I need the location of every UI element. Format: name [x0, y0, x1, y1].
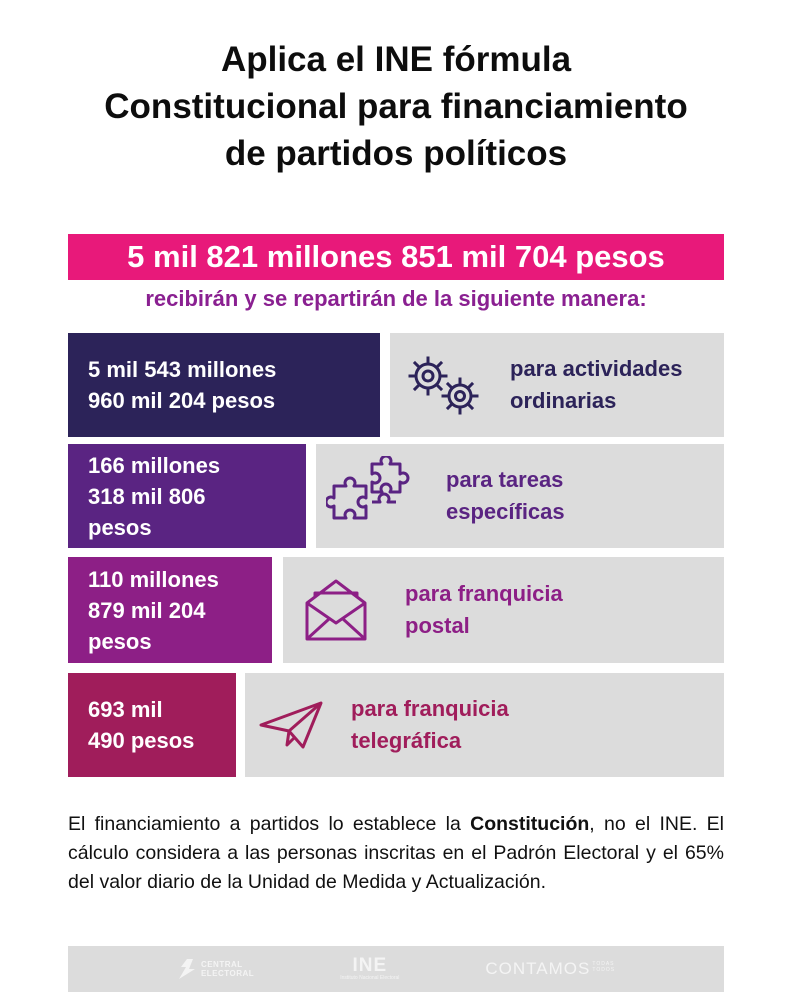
- amount-line: 693 mil: [88, 697, 163, 722]
- ine-logo-subtext: Instituto Nacional Electoral: [340, 975, 400, 981]
- desc-text: [405, 578, 563, 642]
- amount-line: pesos: [88, 514, 152, 540]
- contamos-logo: [485, 959, 615, 979]
- desc-box-franquicia-telegrafica: [245, 673, 724, 777]
- amount-box-franquicia-telegrafica: [68, 673, 236, 777]
- desc-box-franquicia-postal: [283, 557, 724, 663]
- desc-box-actividades-ordinarias: [390, 333, 724, 437]
- footer-logos-bar: [68, 946, 724, 992]
- logo-text: TODOS: [592, 967, 616, 973]
- central-electoral-text: [201, 960, 254, 978]
- desc-line: para franquicia: [351, 696, 509, 721]
- amount-line: 166 millones: [88, 452, 221, 478]
- desc-line: ordinarias: [510, 388, 617, 413]
- gears-icon: [400, 350, 490, 420]
- envelope-icon: [301, 575, 371, 645]
- amount-line: 110 millones: [88, 566, 219, 592]
- desc-text: [351, 693, 509, 757]
- logo-text: ELECTORAL: [200, 969, 255, 978]
- amount-box-actividades-ordinarias: [68, 333, 380, 437]
- desc-line: para tareas: [446, 467, 564, 492]
- amount-line: 318 mil 806: [88, 483, 206, 509]
- amount-line: 960 mil 204 pesos: [88, 388, 276, 413]
- title-line-2: Constitucional para financiamiento: [104, 87, 688, 126]
- desc-line: telegráfica: [351, 728, 462, 753]
- ine-logo: [340, 957, 399, 981]
- subtitle: recibirán y se repartirán de la siguiente manera:: [145, 286, 647, 311]
- logo-text: TODAS: [592, 961, 615, 967]
- amount-line: 879 mil 204: [88, 597, 206, 623]
- desc-line: para actividades: [510, 356, 683, 381]
- paper-plane-icon: [257, 695, 327, 755]
- title-line-3: de partidos políticos: [224, 134, 568, 173]
- central-electoral-emblem-icon: [177, 958, 197, 980]
- amount-box-franquicia-postal: [68, 557, 272, 663]
- desc-box-tareas-especificas: [316, 444, 724, 548]
- desc-line: postal: [405, 613, 470, 638]
- contamos-text: CONTAMOS: [485, 959, 591, 978]
- title-line-1: Aplica el INE fórmula: [220, 40, 572, 79]
- paragraph-text: El financiamiento a partidos lo establece la: [68, 813, 471, 835]
- desc-text: [510, 353, 682, 417]
- total-amount-banner: 5 mil 821 millones 851 mil 704 pesos: [68, 234, 724, 280]
- page-title: [0, 36, 792, 177]
- desc-text: [446, 464, 565, 528]
- central-electoral-logo: [177, 958, 254, 980]
- amount-line: 490 pesos: [88, 728, 195, 753]
- logo-text: CENTRAL: [200, 960, 243, 969]
- amount-line: 5 mil 543 millones: [88, 357, 277, 382]
- contamos-subtext: [592, 961, 615, 973]
- paragraph-bold-text: Constitución: [470, 813, 590, 835]
- explanation-paragraph: [68, 810, 724, 897]
- ine-logo-text: INE: [352, 955, 388, 976]
- desc-line: para franquicia: [405, 581, 563, 606]
- desc-line: específicas: [446, 499, 565, 524]
- puzzle-icon: [326, 456, 416, 536]
- amount-box-tareas-especificas: [68, 444, 306, 548]
- paragraph-text: , no el INE. El cálculo considera a las personas inscritas en el Padrón Electoral y el 65% del valor diario de la Unidad de Medida y Actualización.: [68, 813, 724, 893]
- amount-line: pesos: [88, 628, 152, 654]
